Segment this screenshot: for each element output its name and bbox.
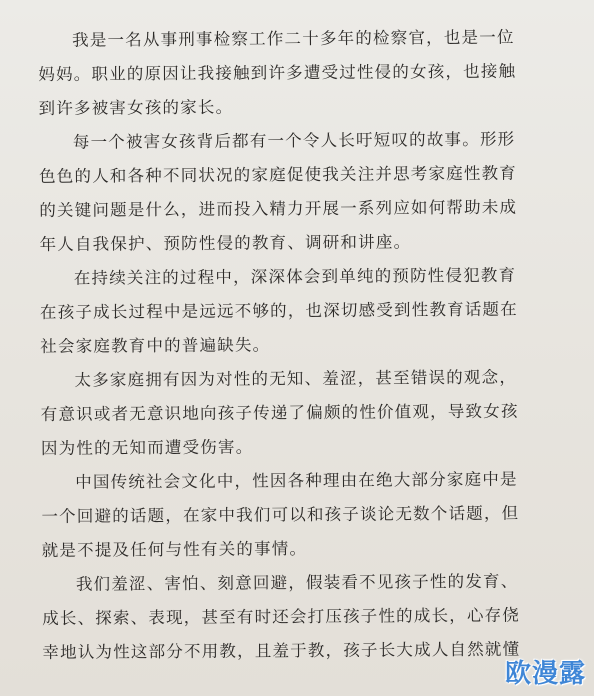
text-line: 成长、探索、表现，甚至有时还会打压孩子性的成长，心存侥	[42, 605, 521, 628]
text-line: 在持续关注的过程中，深深体会到单纯的预防性侵犯教育	[73, 265, 517, 288]
text-line: 有意识或者无意识地向孩子传递了偏颇的性价值观，导致女孩	[40, 401, 519, 424]
text-line: 我是一名从事刑事检察工作二十多年的检察官，也是一位	[72, 27, 515, 50]
text-line: 年人自我保护、预防性侵的教育、调研和讲座。	[39, 232, 412, 254]
text-line: 社会家庭教育中的普遍缺失。	[40, 335, 271, 356]
text-line: 中国传统社会文化中，性因各种理由在绝大部分家庭中是	[75, 469, 518, 492]
text-line: 就是不提及任何与性有关的事情。	[41, 539, 308, 560]
text-line: 一个回避的话题，在家中我们可以和孩子谈论无数个话题，但	[41, 503, 520, 526]
text-line: 太多家庭拥有因为对性的无知、羞涩，甚至错误的观念，	[74, 367, 518, 390]
body-text	[38, 20, 554, 670]
text-line: 在孩子成长过程中是远远不够的，也深切感受到性教育话题在	[39, 299, 518, 322]
text-line: 我们羞涩、害怕、刻意回避，假装看不见孩子性的发育、	[75, 571, 519, 594]
text-line: 幸地认为性这部分不用教，且羞于教，孩子长大成人自然就懂	[42, 639, 521, 662]
text-line: 妈妈。职业的原因让我接触到许多遭受过性侵的女孩，也接触	[38, 61, 517, 84]
text-line: 因为性的无知而遭受伤害。	[40, 437, 254, 458]
text-line: 每一个被害女孩背后都有一个令人长吁短叹的故事。形形	[72, 129, 516, 152]
text-line: 的关键问题是什么，进而投入精力开展一系列应如何帮助未成	[39, 197, 518, 220]
text-line: 到许多被害女孩的家长。	[38, 97, 234, 118]
watermark-logo: 欧漫露	[504, 659, 586, 689]
text-line: 色色的人和各种不同状况的家庭促使我关注并思考家庭性教育	[38, 163, 518, 186]
